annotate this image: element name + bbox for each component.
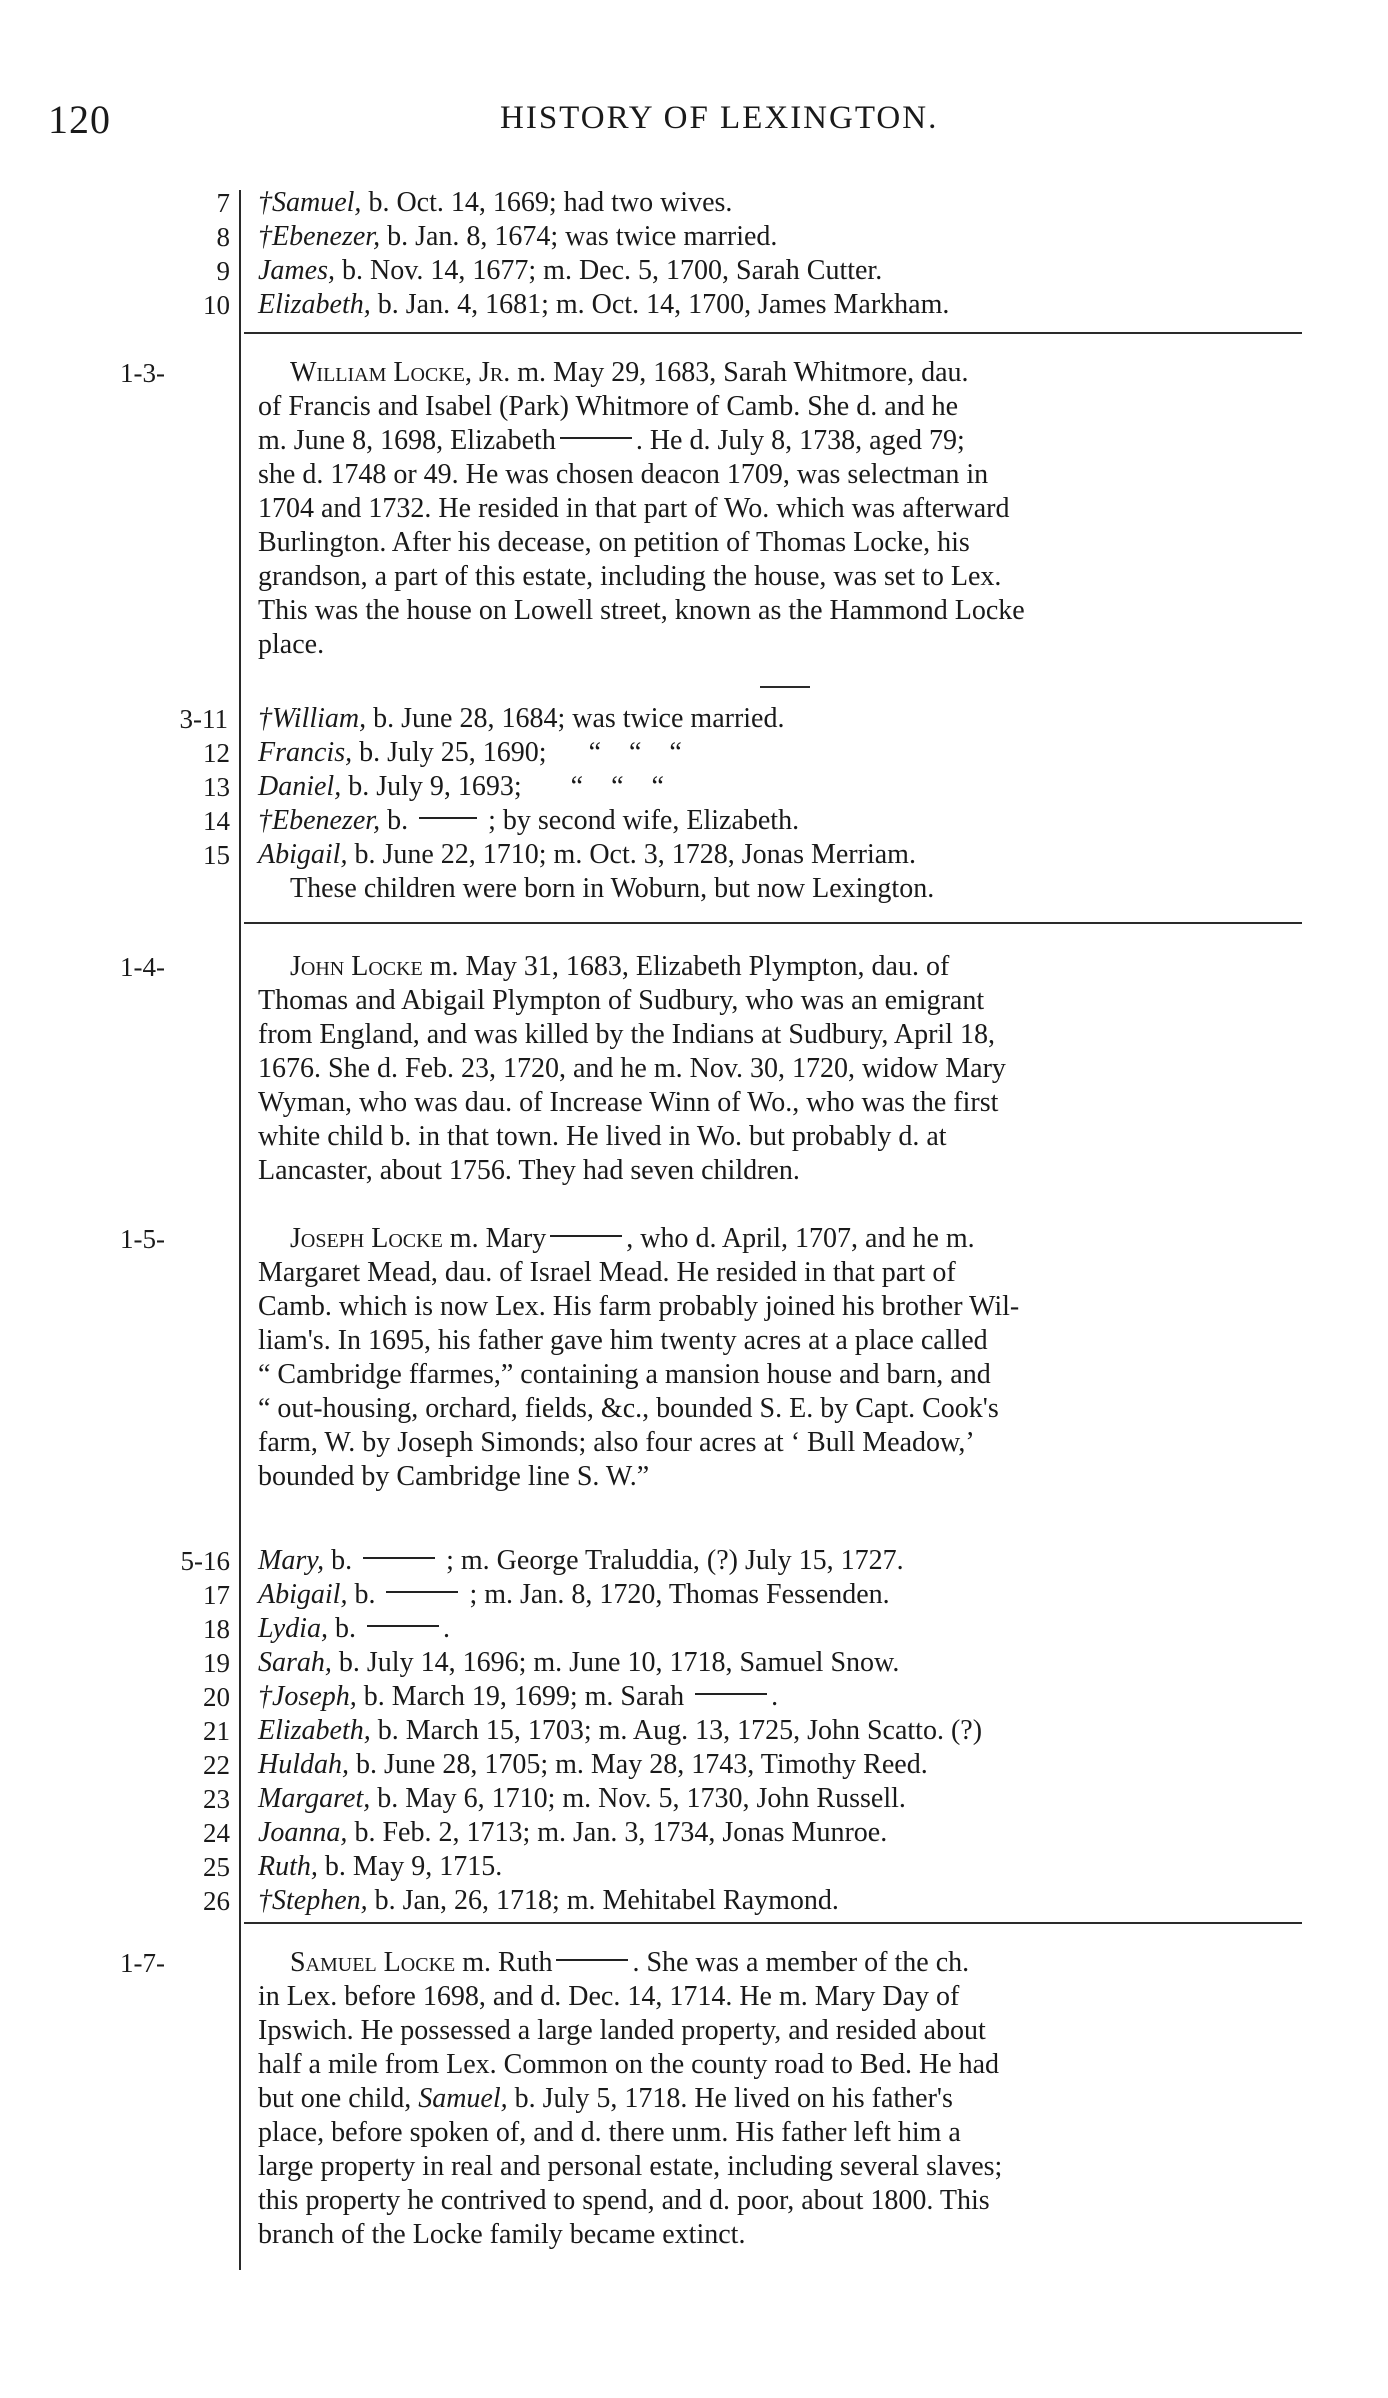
child-entry: 20 †Joseph, b. March 19, 1699; m. Sarah . (203, 1681, 779, 1712)
blank-dash (550, 1235, 622, 1237)
blank-dash (367, 1625, 439, 1627)
entry-ref: 1-4- (120, 952, 165, 982)
page-header (0, 96, 1388, 156)
entry-william-locke: 1-3- William Locke, Jr. m. May 29, 1683, Sarah Whitmore, dau. of Francis and Isabel (Park) Whitmore of Camb. She d. and he m. June 8, 1698, Elizabeth . He d. July 8, 1738, aged 79; she d. 1748 or 49. He was chosen deacon 1709, was selectman in 1704 and 1732. He resided in that part of Wo. which was afterward Burlington. After his decease, on petition of Thomas Locke, his grandson, a part of this estate, including the house, was set to Lex. This was the house on Lowell street, known as the Hammond Locke place. (120, 357, 1025, 660)
child-entry: 26 †Stephen, b. Jan, 26, 1718; m. Mehitabel Raymond. (203, 1885, 839, 1916)
page-number: 120 (48, 97, 111, 142)
child-entry: 19 Sarah, b. July 14, 1696; m. June 10, 1718, Samuel Snow. (203, 1647, 900, 1678)
short-rule (760, 686, 810, 688)
child-entry: 7 †Samuel, b. Oct. 14, 1669; had two wives. (216, 187, 733, 218)
child-entry: 3-11 †William, b. June 28, 1684; was twice married. (179, 703, 785, 734)
blank-dash (386, 1591, 458, 1593)
blank-dash (363, 1557, 435, 1559)
child-entry: 9 James, b. Nov. 14, 1677; m. Dec. 5, 1700, Sarah Cutter. (216, 255, 883, 286)
child-entry: 13 Daniel, b. July 9, 1693; “ “ “ (203, 771, 664, 802)
child-entry: 23 Margaret, b. May 6, 1710; m. Nov. 5, 1730, John Russell. (203, 1783, 906, 1814)
entry-ref: 1-7- (120, 1948, 165, 1978)
child-entry: 12 Francis, b. July 25, 1690; “ “ “ (203, 737, 682, 768)
child-entry: 18 Lydia, b. . (203, 1613, 450, 1644)
blank-dash (695, 1693, 767, 1695)
blank-dash (419, 817, 477, 819)
entry-name: Samuel Locke (290, 1947, 456, 1978)
child-entry: 17 Abigail, b. ; m. Jan. 8, 1720, Thomas Fessenden. (203, 1579, 890, 1610)
entry-joseph-locke: 1-5- Joseph Locke m. Mary , who d. April, 1707, and he m. Margaret Mead, dau. of Israel Mead. He resided in that part of Camb. which is now Lex. His farm probably joined his brother Wil- liam's. In 1695, his father gave him twenty acres at a place called “ Cambridge ffarmes,” containing a mansion house and barn, and “ out-housing, orchard, fields, &c., bounded S. E. by Capt. Cook's farm, W. by Joseph Simonds; also four acres at ‘ Bull Meadow,’ bounded by Cambridge line S. W.” (120, 1223, 1020, 1492)
children-list-c (0, 1544, 1388, 1918)
child-entry: 21 Elizabeth, b. March 15, 1703; m. Aug. 13, 1725, John Scatto. (?) (203, 1715, 983, 1746)
child-entry: 10 Elizabeth, b. Jan. 4, 1681; m. Oct. 14, 1700, James Markham. (203, 289, 950, 320)
children-list-b (0, 702, 1388, 906)
blank-dash (556, 1959, 628, 1961)
child-entry: 22 Huldah, b. June 28, 1705; m. May 28, 1743, Timothy Reed. (203, 1749, 928, 1780)
child-entry: 8 †Ebenezer, b. Jan. 8, 1674; was twice married. (216, 221, 778, 252)
child-entry: 25 Ruth, b. May 9, 1715. (203, 1851, 503, 1882)
entry-ref: 1-5- (120, 1224, 165, 1254)
entry-samuel-locke: 1-7- Samuel Locke m. Ruth . She was a member of the ch. in Lex. before 1698, and d. Dec. 14, 1714. He m. Mary Day of Ipswich. He possessed a large landed property, and resided about half a mile from Lex. Common on the county road to Bed. He had but one child, Samuel, b. July 5, 1718. He lived on his father's place, before spoken of, and d. there unm. His father left him a large property in real and personal estate, including several slaves; this property he contrived to spend, and d. poor, about 1800. This branch of the Locke family became extinct. (120, 1947, 1003, 2250)
entry-name: John Locke (290, 951, 423, 982)
children-note: These children were born in Woburn, but now Lexington. (290, 873, 935, 904)
entry-name: Joseph Locke (290, 1223, 443, 1254)
entry-name: William Locke, Jr. (290, 357, 511, 388)
entry-john-locke: 1-4- John Locke m. May 31, 1683, Elizabeth Plympton, dau. of Thomas and Abigail Plympton of Sudbury, who was an emigrant from England, and was killed by the Indians at Sudbury, April 18, 1676. She d. Feb. 23, 1720, and he m. Nov. 30, 1720, widow Mary Wyman, who was dau. of Increase Winn of Wo., who was the first white child b. in that town. He lived in Wo. but probably d. at Lancaster, about 1756. They had seven children. (120, 951, 1006, 1186)
running-head: HISTORY OF LEXINGTON. (500, 100, 939, 136)
child-entry: 15 Abigail, b. June 22, 1710; m. Oct. 3, 1728, Jonas Merriam. (203, 839, 916, 870)
entry-ref: 1-3- (120, 358, 165, 388)
blank-dash (560, 437, 632, 439)
section-rule (244, 1922, 1302, 1924)
children-list-a (0, 186, 1388, 322)
child-entry: 5-16 Mary, b. ; m. George Traluddia, (?) July 15, 1727. (180, 1545, 904, 1576)
child-entry: 24 Joanna, b. Feb. 2, 1713; m. Jan. 3, 1734, Jonas Munroe. (203, 1817, 888, 1848)
section-rule (244, 922, 1302, 924)
child-entry: 14 †Ebenezer, b. ; by second wife, Elizabeth. (203, 805, 800, 836)
section-rule (244, 332, 1302, 334)
